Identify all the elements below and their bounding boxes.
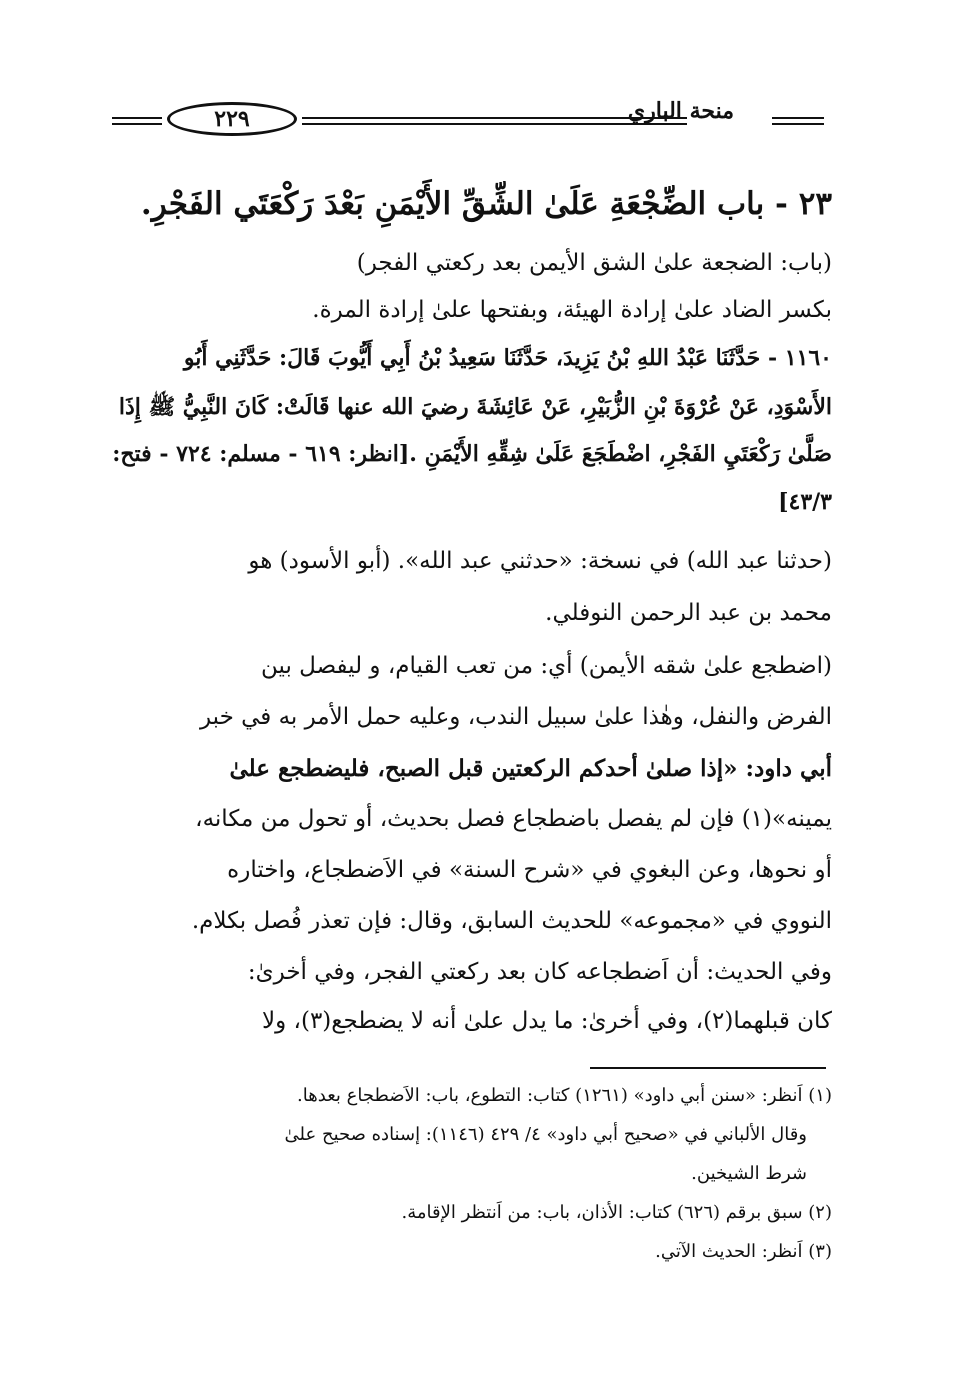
body-line: (اضطجع علىٰ شقه الأيمن) أي: من تعب القيام، و ليفصل بين (261, 653, 832, 679)
footnote-line: شرط الشيخين. (691, 1163, 807, 1184)
chapter-heading: ٢٣ - باب الضِّجْعَةِ عَلَىٰ الشِّقِّ الأَيْمَنِ بَعْدَ رَكْعَتَي الفَجْرِ. (140, 186, 832, 222)
header-rule-left-top (112, 117, 162, 119)
header-rule-right-top (772, 117, 824, 119)
body-line: كان قبلهما(٢)، وفي أخرىٰ: ما يدل علىٰ أنه لا يضطجع(٣)، ولا (262, 1008, 832, 1034)
body-line: يمينه»(١) فإن لم يفصل باضطجاع فصل بحديث، أو تحول من مكانه، (195, 806, 832, 832)
hadith-line: ٤٣/٣] (778, 489, 832, 515)
header-rule-left-bottom (112, 123, 162, 125)
body-line: محمد بن عبد الرحمن النوفلي. (545, 600, 832, 626)
body-line: أو نحوها، وعن البغوي في «شرح السنة» في الاَضطجاع، واختاره (227, 857, 832, 883)
body-line: (حدثنا عبد الله) في نسخة: «حدثني عبد الله». (أبو الأسود) هو (248, 548, 832, 574)
footnote-line: (٣) اَنظر: الحديث الآتي. (655, 1241, 832, 1262)
footnote-line: (٢) سبق برقم (٦٢٦) كتاب: الأذان، باب: من اَنتظر الإقامة. (401, 1202, 832, 1223)
body-line: الفرض والنفل، وهٰذا علىٰ سبيل الندب، وعليه حمل الأمر به في خبر (199, 704, 832, 730)
footnote-separator (590, 1067, 826, 1069)
intro-line: (باب: الضجعة علىٰ الشق الأيمن بعد ركعتي الفجر) (356, 250, 832, 276)
footnote-line: وقال الألباني في «صحيح أبي داود» ٤/ ٤٢٩ (١١٤٦): إسناده صحيح علىٰ (284, 1124, 807, 1145)
body-line: وفي الحديث: أن اَضطجاعه كان بعد ركعتي الفجر، وفي أخرىٰ: (247, 959, 832, 985)
footnote-line: (١) اَنظر: «سنن أبي داود» (١٢٦١) كتاب: التطوع، باب: الاَضطجاع بعدها. (297, 1085, 832, 1106)
hadith-line: ١١٦٠ - حَدَّثَنَا عَبْدُ اللهِ بْنُ يَزِيدَ، حَدَّثَنَا سَعِيدُ بْنُ أَبِي أَيُّوبَ قَالَ: حَدَّثَنِي أَبُو (183, 345, 832, 371)
page-header (112, 100, 824, 140)
running-title: منحة الباري (627, 98, 734, 124)
body-line: النووي في «مجموعه» للحديث السابق، وقال: فإن تعذر فُصل بكلام. (191, 908, 832, 934)
body-line: أبي داود: «إذا صلىٰ أحدكم الركعتين قبل الصبح، فليضطجع علىٰ (229, 755, 832, 782)
page-number: ٢٢٩ (167, 102, 297, 136)
hadith-line: الأَسْوَدِ، عَنْ عُرْوَةَ بْنِ الزُّبَيْرِ، عَنْ عَائِشَةَ رضيَ الله عنها قَالَتْ: كَانَ النَّبِيُّ ﷺ إِذَا (118, 394, 832, 420)
intro-line: بكسر الضاد علىٰ إرادة الهيئة، وبفتحها علىٰ إرادة المرة. (312, 297, 832, 323)
header-rule-right-bottom (772, 123, 824, 125)
hadith-line: صَلَّىٰ رَكْعَتَيِ الفَجْرِ، اضْطَجَعَ عَلَىٰ شِقِّهِ الأَيْمَنِ .[انظر: ٦١٩ - مسلم: ٧٢٤ - فتح: (112, 441, 832, 467)
